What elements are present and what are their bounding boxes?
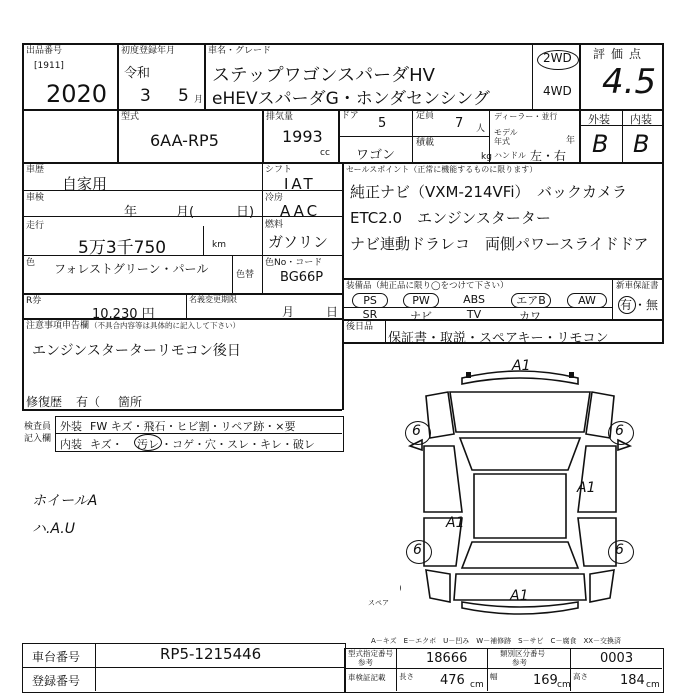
equip-aw: AW <box>567 293 607 308</box>
rule <box>338 136 489 137</box>
class-label: 類別区分番号 <box>500 649 545 658</box>
chassis-value: RP5-1215446 <box>160 645 262 663</box>
color-value: フォレストグリーン・パール <box>54 262 209 276</box>
inspector-interior-items-a: キズ・ <box>90 438 123 451</box>
exterior-grade: B <box>592 130 609 158</box>
equip-pw: PW <box>403 293 439 308</box>
equip-sr: SR <box>362 308 378 321</box>
type-designation-value: 18666 <box>426 651 468 666</box>
accessories-label: 後日品 <box>346 322 374 332</box>
ac-value: AAC <box>280 202 321 220</box>
damage-legend: A－キズ E－エクボ U－凹み W－補修跡 S－サビ C－腐食 XX－交換済 <box>371 637 622 645</box>
rule <box>24 255 342 256</box>
fuel-value: ガソリン <box>268 233 329 251</box>
interior-grade: B <box>633 130 650 158</box>
first-reg-label: 初度登録年月 <box>121 46 176 56</box>
usage-value: 自家用 <box>62 175 108 193</box>
displacement-value: 1993 <box>282 127 323 146</box>
tire-fr: 6 <box>615 423 624 439</box>
class-value: 0003 <box>600 651 634 666</box>
tire-fl: 6 <box>412 423 421 439</box>
tire-rl: 6 <box>413 542 422 558</box>
selling-point-line3: ナビ連動ドラレコ 両側パワースライドドア <box>350 235 649 253</box>
hand-note-2: ハ.A.U <box>32 521 75 537</box>
inspector-interior-label: 内装 <box>60 438 82 451</box>
rule <box>95 643 96 691</box>
rule <box>262 162 263 293</box>
right-rear-quarter <box>590 570 614 602</box>
frame-right <box>662 43 664 343</box>
rule <box>612 278 613 319</box>
height-unit: cm <box>646 680 660 690</box>
lot-code: [1911] <box>34 61 64 71</box>
load-label: 積載 <box>416 138 435 148</box>
rule <box>622 110 623 162</box>
inspector-exterior-label: 外装 <box>60 420 82 433</box>
equip-tv: TV <box>466 308 482 321</box>
roof <box>474 474 566 538</box>
rule <box>342 278 664 280</box>
type-designation-label: 型式指定番号 <box>348 649 393 658</box>
year-value: 2020 <box>46 80 108 108</box>
inspection-year: 年 <box>124 205 138 220</box>
length-unit: cm <box>470 680 484 690</box>
reg-month: 5 <box>178 86 189 106</box>
reg-year: 3 <box>140 86 151 106</box>
width-label: 幅 <box>490 672 498 681</box>
accessories-value: 保証書・取説・スペアキー・リモコン <box>388 331 609 346</box>
shift-value: IAT <box>284 175 316 193</box>
rule <box>186 293 187 318</box>
name-change-day: 日 <box>326 305 339 319</box>
door-value: 5 <box>378 116 387 131</box>
selling-point-line2: ETC2.0 エンジンスターター <box>350 209 551 227</box>
chassis-label: 車台番号 <box>32 650 81 664</box>
new-car-warranty-label: 新車保証書 <box>616 281 659 291</box>
cc-unit: cc <box>320 148 330 158</box>
rule <box>262 110 264 162</box>
inspection-day: 日) <box>236 205 255 220</box>
mileage-value: 5万3千750 <box>78 238 167 258</box>
recycle-label: R券 <box>26 296 42 306</box>
inspector-label-bottom: 記入欄 <box>24 434 52 444</box>
km-unit: km <box>212 240 226 250</box>
rear-glass <box>462 542 578 568</box>
left-rear-quarter <box>426 570 450 602</box>
inspection-label: 車検 <box>26 193 45 203</box>
rule <box>232 255 233 293</box>
mark-right-door: A1 <box>577 480 596 496</box>
handle-label: ハンドル <box>494 151 526 160</box>
inspector-interior-items-c: ・コゲ・穴・スレ・キレ・破レ <box>161 438 315 451</box>
mark-front: A1 <box>512 358 531 374</box>
height-value: 184 <box>620 673 645 688</box>
reg-no-label: 登録番号 <box>32 674 81 688</box>
score-value: 4.5 <box>602 62 657 102</box>
rule <box>396 648 397 691</box>
width-value: 169 <box>533 673 558 688</box>
color-code-label: 色No・コード <box>265 258 323 268</box>
rule <box>24 293 342 295</box>
class-sub: 参考 <box>512 658 527 667</box>
repair-label: 修復歴 <box>26 395 63 409</box>
hood <box>450 392 590 432</box>
rule <box>22 409 342 411</box>
warranty-no: ・無 <box>634 298 659 312</box>
model-label: 型式 <box>121 112 140 122</box>
rule <box>117 43 119 162</box>
length-value: 476 <box>440 673 465 688</box>
fuel-label: 燃料 <box>265 220 284 230</box>
drive-4wd: 4WD <box>543 84 572 98</box>
equip-ps: PS <box>352 293 388 308</box>
capacity-value: 7 <box>455 116 464 131</box>
equip-airbag: エアB <box>511 293 551 308</box>
length-label: 長さ <box>399 672 414 681</box>
mark-rear: A1 <box>510 588 529 604</box>
rule <box>579 43 581 162</box>
front-right-lamp <box>569 372 574 378</box>
model-value: 6AA-RP5 <box>150 131 219 150</box>
warranty-yes: 有 <box>620 298 633 312</box>
width-unit: cm <box>557 680 571 690</box>
inspector-exterior-items: FW キズ・飛石・ヒビ割・リペア跡・×要 <box>90 420 296 433</box>
name-change-month: 月 <box>282 305 295 319</box>
height-label: 高さ <box>573 672 588 681</box>
spare-label: スペア <box>368 599 389 607</box>
color-change-label: 色替 <box>236 270 255 280</box>
exterior-label: 外装 <box>588 113 610 126</box>
frame-left <box>22 43 24 411</box>
lot-label: 出品番号 <box>26 46 63 56</box>
selling-points-label: セールスポイント（正常に機能するものに限ります） <box>346 165 538 174</box>
repair-unit: 箇所 <box>118 395 143 409</box>
dealer-label: ディーラー・並行 <box>494 112 558 121</box>
rule <box>385 319 386 342</box>
rule <box>204 43 206 110</box>
person-unit: 人 <box>476 124 486 134</box>
kg-unit: kg <box>481 152 492 162</box>
color-label: 色 <box>26 258 36 268</box>
body-value: ワゴン <box>356 148 396 163</box>
right-front-door <box>578 446 616 512</box>
cert-label: 車検証記載 <box>348 673 386 682</box>
notes-sublabel: （不具合内容等は具体的に記入して下さい） <box>90 321 240 330</box>
repair-value: 有（ <box>76 395 101 409</box>
equip-abs: ABS <box>463 293 485 306</box>
type-designation-sub: 参考 <box>358 658 373 667</box>
rule <box>203 226 204 256</box>
windshield <box>460 438 580 470</box>
car-damage-diagram <box>400 362 640 624</box>
car-grade: eHEVスパーダG・ホンダセンシング <box>212 89 490 109</box>
model-year-label: モデル年式 <box>494 128 518 146</box>
ac-label: 冷房 <box>265 193 284 203</box>
equip-leather: カワ <box>519 310 541 323</box>
inspection-month: 月( <box>176 205 195 220</box>
displacement-label: 排気量 <box>266 112 294 122</box>
hand-note-wheel: ホイールA <box>32 493 98 509</box>
inspector-interior-items-b: 汚レ <box>137 438 159 451</box>
rule <box>532 43 533 110</box>
equipment-label: 装備品（純正品に限り◯をつけて下さい） <box>346 281 509 291</box>
selling-point-line1: 純正ナビ（VXM-214VFi） バックカメラ <box>350 183 627 201</box>
rule <box>342 162 344 410</box>
inspector-label-top: 検査員 <box>24 422 52 432</box>
rule <box>22 667 344 668</box>
drive-2wd: 2WD <box>543 51 572 65</box>
notes-text: エンジンスターターリモコン後日 <box>32 343 241 359</box>
capacity-label: 定員 <box>416 111 435 121</box>
recycle-value: 10,230 円 <box>92 307 155 322</box>
door-label: ドア <box>341 111 359 121</box>
equip-navi: ナビ <box>410 310 432 323</box>
notes-label: 注意事項申告欄 <box>26 321 90 331</box>
front-left-lamp <box>466 372 471 378</box>
shift-label: シフト <box>265 165 293 175</box>
left-front-door <box>424 446 462 512</box>
handle-value: 左・右 <box>530 149 567 163</box>
usage-label: 車歴 <box>26 165 45 175</box>
rule <box>487 648 488 691</box>
car-name: ステップワゴンスパーダHV <box>212 65 435 86</box>
mileage-label: 走行 <box>26 221 45 231</box>
color-code-value: BG66P <box>280 270 324 285</box>
interior-label: 内装 <box>630 113 652 126</box>
mark-left-door: A1 <box>446 515 465 531</box>
month-unit: 月 <box>194 95 204 105</box>
tire-rr: 6 <box>615 542 624 558</box>
rule <box>344 668 662 669</box>
name-label: 車名・グレード <box>208 46 272 56</box>
era-label: 令和 <box>124 66 151 81</box>
name-change-label: 名義変更期限 <box>189 295 237 304</box>
year-unit: 年 <box>566 136 576 146</box>
score-label: 評価点 <box>593 47 648 61</box>
rule <box>24 318 342 320</box>
rule <box>342 319 664 321</box>
